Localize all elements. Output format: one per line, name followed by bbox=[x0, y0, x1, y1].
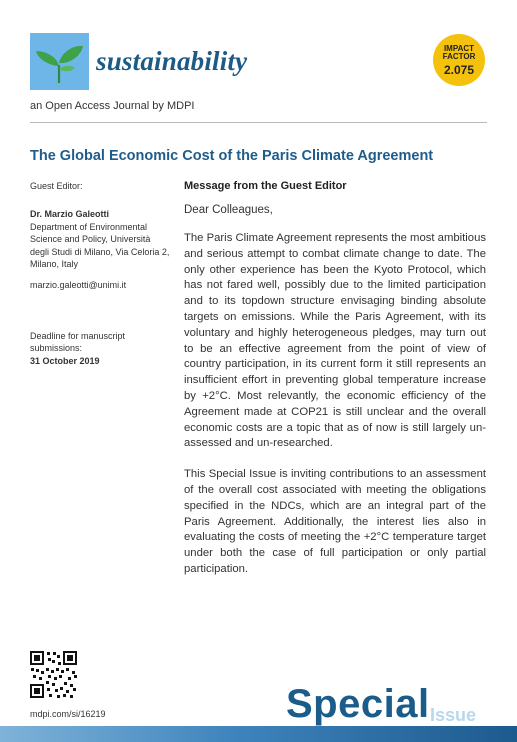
special-issue-url[interactable]: mdpi.com/si/16219 bbox=[30, 709, 106, 719]
deadline-date: 31 October 2019 bbox=[30, 355, 100, 366]
impact-factor-value: 2.075 bbox=[443, 62, 475, 77]
editor-email[interactable]: marzio.galeotti@unimi.it bbox=[30, 280, 127, 291]
paragraph-1: The Paris Climate Agreement represents the most ambitious and serious attempt to combat climate change to date. The only other experience has been the Kyoto Protocol, which has not fared well, possibly due to the limited participation and to its topdown structure envisaging binding absolute targets on emissions. While the Paris Agreement, with its voluntary and highly heterogeneous pledges, may turn out to be an effective agreement from the point of view of country participation, in its current form it still represents an insufficient effort in preventing global temperature increase by +2°C. Most relevantly, the economic efficiency of the Agreement made at COP21 is still unclear and the overall economic costs are a topic that as of now is still largely un-assessed and un-researched. bbox=[184, 232, 487, 450]
paragraph-2: This Special Issue is inviting contributions to an assessment of the overall cost associated with meeting the obligations specified in the NDCs, which are an integral part of the Paris Agreement. Additionally, the interest lies also in evaluating the costs of meeting the +2°C temperature target under both the case of full participation or only partial participation. bbox=[184, 468, 486, 575]
journal-logo bbox=[30, 33, 89, 90]
main-content bbox=[184, 180, 486, 593]
leaf-icon bbox=[30, 33, 89, 90]
impact-factor-label-2: FACTOR bbox=[442, 51, 476, 61]
sidebar bbox=[30, 180, 170, 367]
deadline-label: Deadline for manuscript submissions: bbox=[30, 330, 126, 354]
journal-tagline: an Open Access Journal by MDPI bbox=[30, 100, 195, 112]
header-divider bbox=[30, 122, 487, 123]
impact-factor-badge bbox=[433, 34, 485, 86]
message-heading: Message from the Guest Editor bbox=[184, 180, 347, 192]
guest-editor-label: Guest Editor: bbox=[30, 181, 83, 191]
editor-affiliation: Department of Environmental Science and Policy, Università degli Studi di Milano, Via Celoria 2, Milano, Italy bbox=[30, 221, 170, 270]
greeting: Dear Colleagues, bbox=[184, 204, 273, 216]
impact-factor-label-1: IMPACT bbox=[443, 43, 475, 53]
qr-code bbox=[30, 651, 77, 698]
special-issue-title: The Global Economic Cost of the Paris Climate Agreement bbox=[30, 148, 434, 164]
footer-band bbox=[0, 726, 517, 742]
qr-code-icon bbox=[30, 651, 77, 698]
issue-word: Issue bbox=[430, 705, 477, 725]
special-word: Special bbox=[286, 682, 430, 726]
editor-name: Dr. Marzio Galeotti bbox=[30, 209, 110, 220]
journal-name: sustainability bbox=[96, 46, 248, 76]
